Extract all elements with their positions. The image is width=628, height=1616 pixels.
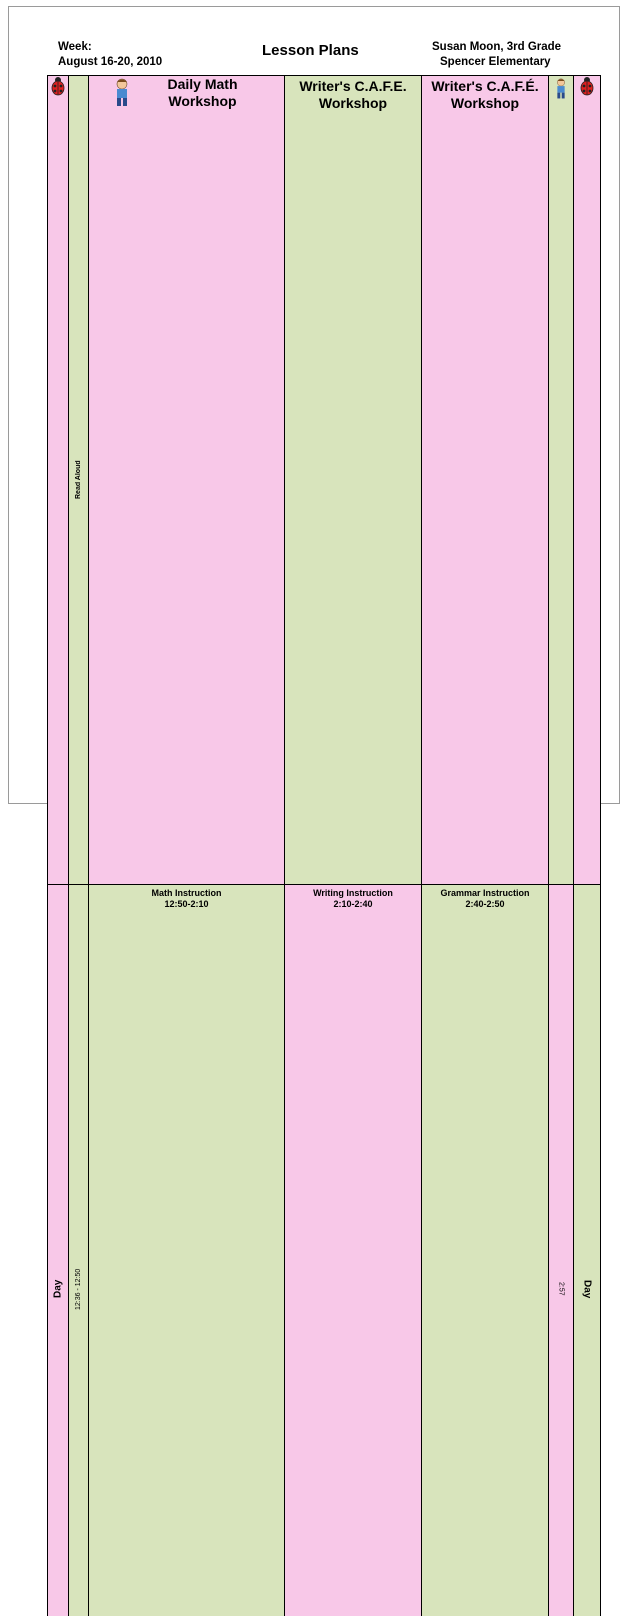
ladybug-cell-left	[48, 76, 69, 885]
boy-figure-icon	[111, 78, 133, 108]
math-instruction-header	[89, 885, 285, 1616]
boy-figure-icon	[553, 76, 569, 102]
page-title: Lesson Plans	[262, 42, 359, 59]
ladybug-icon	[580, 76, 594, 96]
read-aloud-header: Read Aloud	[69, 76, 89, 885]
grammar-workshop-header: Writer's C.A.F.É. Workshop	[422, 76, 549, 885]
day-header-right	[574, 885, 601, 1616]
ladybug-cell-right	[574, 76, 601, 885]
lesson-plan-table	[47, 75, 601, 1616]
school-name: Spencer Elementary	[432, 55, 561, 70]
week-header	[58, 40, 162, 70]
teacher-name: Susan Moon, 3rd Grade	[432, 40, 561, 55]
day-header-left	[48, 885, 69, 1616]
week-label: Week:	[58, 40, 162, 55]
time-row	[48, 885, 601, 1616]
title-row	[48, 76, 601, 885]
ladybug-icon	[51, 76, 65, 96]
writer-workshop-header: Writer's C.A.F.E. Workshop	[285, 76, 422, 885]
math-workshop-header: Daily Math Workshop	[89, 76, 285, 885]
grammar-instruction-header	[422, 885, 549, 1616]
teacher-header	[432, 40, 561, 70]
read-aloud-time-header	[69, 885, 89, 1616]
week-dates: August 16-20, 2010	[58, 55, 162, 70]
writing-instruction-header	[285, 885, 422, 1616]
end-time-header	[549, 885, 574, 1616]
boy-cell-right	[549, 76, 574, 885]
